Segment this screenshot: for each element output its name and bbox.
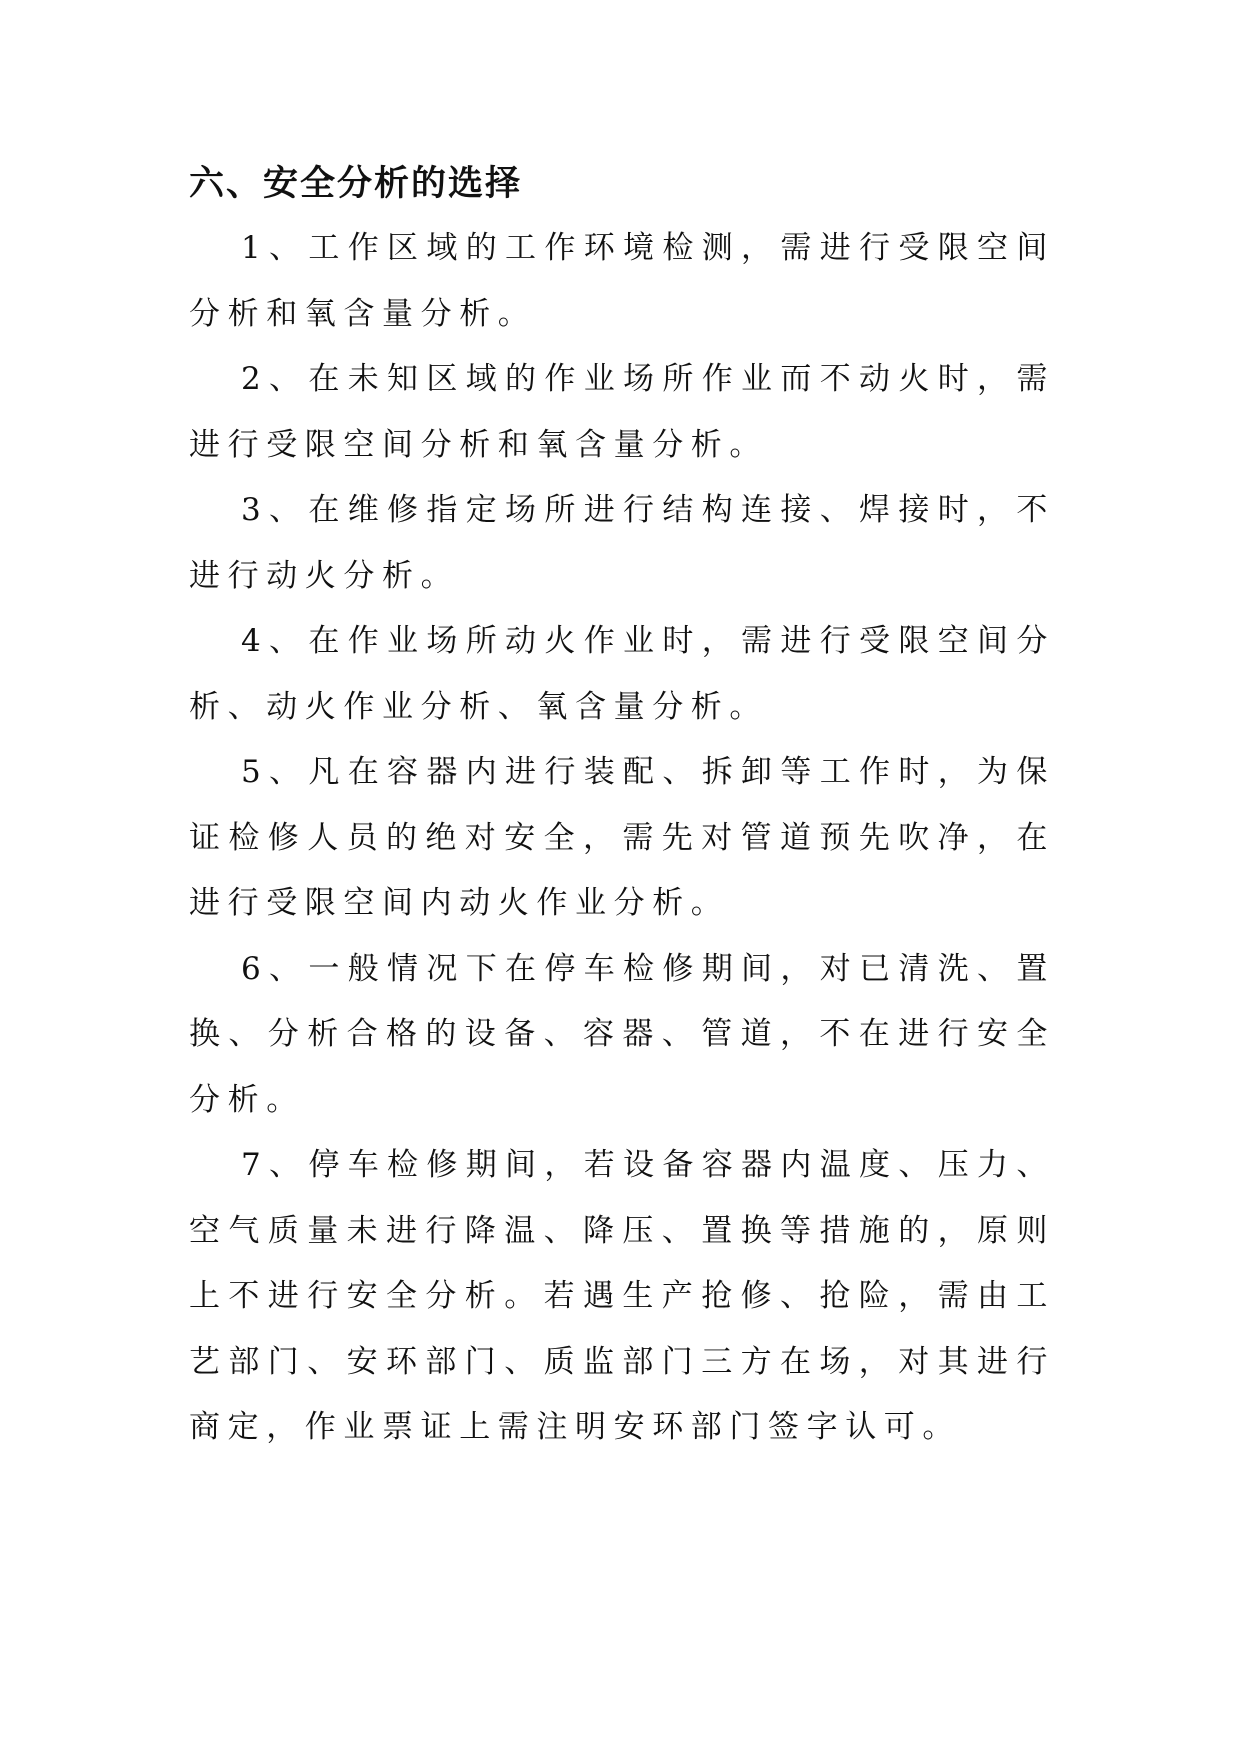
paragraph-item-4: 4、在作业场所动火作业时，需进行受限空间分析、动火作业分析、氧含量分析。 <box>189 623 1055 725</box>
paragraph-item-3: 3、在维修指定场所进行结构连接、焊接时，不进行动火分析。 <box>189 492 1055 594</box>
paragraph-item-6: 6、一般情况下在停车检修期间，对已清洗、置换、分析合格的设备、容器、管道，不在进行安全分析。 <box>189 950 1055 1118</box>
paragraph-item-1: 1、工作区域的工作环境检测，需进行受限空间分析和氧含量分析。 <box>189 230 1055 332</box>
paragraph-item-7: 7、停车检修期间，若设备容器内温度、压力、空气质量未进行降温、降压、置换等措施的，原则上不进行安全分析。若遇生产抢修、抢险，需由工艺部门、安环部门、质监部门三方在场，对其进行商定，作业票证上需注明安环部门签字认可。 <box>189 1147 1055 1445</box>
section-title: 六、安全分析的选择 <box>189 163 523 204</box>
document-body <box>189 152 1055 1461</box>
paragraph-item-5: 5、凡在容器内进行装配、拆卸等工作时，为保证检修人员的绝对安全，需先对管道预先吹净，在进行受限空间内动火作业分析。 <box>189 754 1055 921</box>
paragraph-item-2: 2、在未知区域的作业场所作业而不动火时，需进行受限空间分析和氧含量分析。 <box>189 361 1055 463</box>
